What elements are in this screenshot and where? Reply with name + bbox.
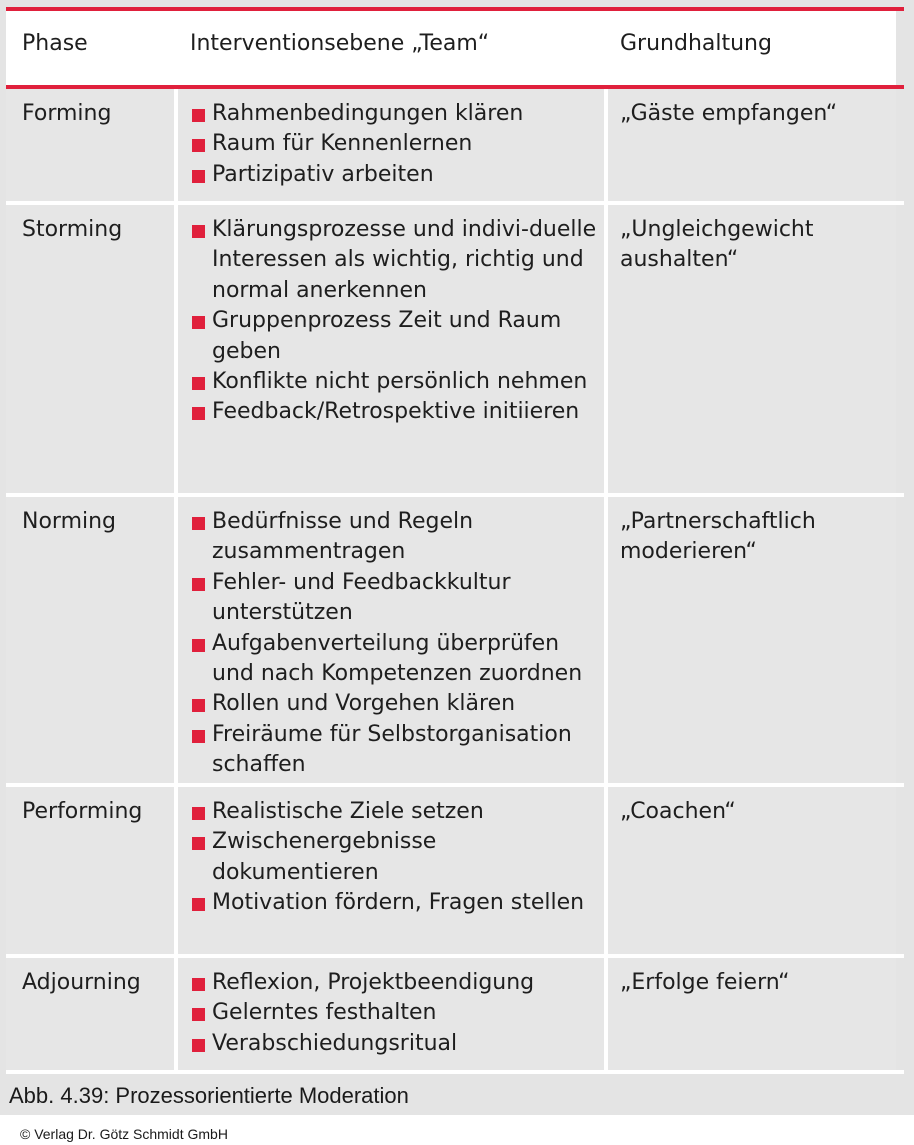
list-item: Rollen und Vorgehen klären bbox=[190, 689, 604, 719]
list-item: Reflexion, Projektbeendigung bbox=[190, 968, 604, 998]
list-item: Gelerntes festhalten bbox=[190, 998, 604, 1028]
square-bullet-icon bbox=[192, 807, 205, 820]
attitude-cell: „Ungleichgewicht aushalten“ bbox=[608, 205, 896, 493]
list-item: Realistische Ziele setzen bbox=[190, 797, 604, 827]
square-bullet-icon bbox=[192, 139, 205, 152]
copyright-notice: © Verlag Dr. Götz Schmidt GmbH bbox=[20, 1126, 228, 1142]
square-bullet-icon bbox=[192, 316, 205, 329]
list-item: Konflikte nicht persönlich nehmen bbox=[190, 367, 604, 397]
list-item: Fehler- und Feedbackkultur unterstützen bbox=[190, 568, 604, 629]
list-item: Klärungsprozesse und indivi-duelle Interessen als wichtig, richtig und normal anerkennen bbox=[190, 215, 604, 306]
list-item: Raum für Kennenlernen bbox=[190, 129, 604, 159]
square-bullet-icon bbox=[192, 517, 205, 530]
figure-caption: Abb. 4.39: Prozessorientierte Moderation bbox=[9, 1083, 409, 1108]
table-row bbox=[6, 89, 904, 205]
square-bullet-icon bbox=[192, 639, 205, 652]
list-item: Rahmenbedingungen klären bbox=[190, 99, 604, 129]
square-bullet-icon bbox=[192, 109, 205, 122]
list-item: Partizipativ arbeiten bbox=[190, 160, 604, 190]
square-bullet-icon bbox=[192, 170, 205, 183]
list-item: Freiräume für Selbstorganisation schaffen bbox=[190, 720, 604, 781]
intervention-cell bbox=[178, 497, 608, 783]
list-item: Motivation fördern, Fragen stellen bbox=[190, 888, 604, 918]
intervention-cell bbox=[178, 958, 608, 1070]
square-bullet-icon bbox=[192, 730, 205, 743]
attitude-cell: „Erfolge feiern“ bbox=[608, 958, 896, 1070]
square-bullet-icon bbox=[192, 699, 205, 712]
intervention-cell bbox=[178, 205, 608, 493]
phase-cell: Storming bbox=[6, 205, 178, 493]
square-bullet-icon bbox=[192, 578, 205, 591]
phase-cell: Performing bbox=[6, 787, 178, 954]
square-bullet-icon bbox=[192, 1039, 205, 1052]
intervention-list bbox=[190, 797, 604, 919]
intervention-list bbox=[190, 507, 604, 781]
square-bullet-icon bbox=[192, 898, 205, 911]
intervention-cell bbox=[178, 89, 608, 201]
square-bullet-icon bbox=[192, 978, 205, 991]
phase-cell: Forming bbox=[6, 89, 178, 201]
table-header bbox=[6, 11, 904, 85]
phase-cell: Norming bbox=[6, 497, 178, 783]
intervention-list bbox=[190, 99, 604, 190]
list-item: Gruppenprozess Zeit und Raum geben bbox=[190, 306, 604, 367]
intervention-cell bbox=[178, 787, 608, 954]
list-item: Bedürfnisse und Regeln zusammentragen bbox=[190, 507, 604, 568]
list-item: Verabschiedungsritual bbox=[190, 1029, 604, 1059]
square-bullet-icon bbox=[192, 1008, 205, 1021]
square-bullet-icon bbox=[192, 407, 205, 420]
list-item: Feedback/Retrospektive initiieren bbox=[190, 397, 604, 427]
header-phase: Phase bbox=[6, 11, 178, 85]
square-bullet-icon bbox=[192, 225, 205, 238]
square-bullet-icon bbox=[192, 837, 205, 850]
phase-cell: Adjourning bbox=[6, 958, 178, 1070]
table-row bbox=[6, 497, 904, 787]
intervention-list bbox=[190, 968, 604, 1059]
intervention-list bbox=[190, 215, 604, 428]
table-row bbox=[6, 205, 904, 497]
square-bullet-icon bbox=[192, 377, 205, 390]
attitude-cell: „Partnerschaftlich moderieren“ bbox=[608, 497, 896, 783]
header-intervention: Interventionsebene „Team“ bbox=[178, 11, 608, 85]
table-row bbox=[6, 787, 904, 958]
header-attitude: Grundhaltung bbox=[608, 11, 896, 85]
table-row bbox=[6, 958, 904, 1074]
attitude-cell: „Gäste empfangen“ bbox=[608, 89, 896, 201]
list-item: Aufgabenverteilung überprüfen und nach Kompetenzen zuordnen bbox=[190, 629, 604, 690]
attitude-cell: „Coachen“ bbox=[608, 787, 896, 954]
list-item: Zwischenergebnisse dokumentieren bbox=[190, 827, 604, 888]
phase-table bbox=[6, 7, 904, 1074]
